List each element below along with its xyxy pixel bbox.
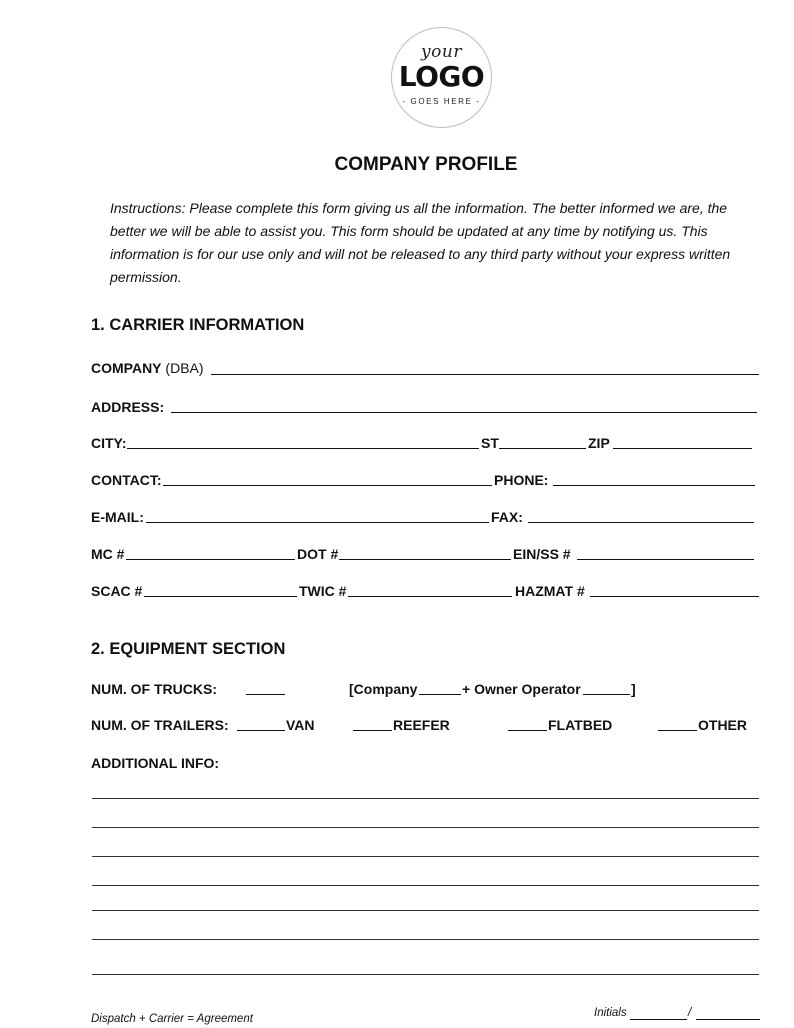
fax-field[interactable] <box>528 522 754 523</box>
initials-field-2[interactable] <box>696 1019 760 1020</box>
dot-field[interactable] <box>339 559 511 560</box>
address-label: ADDRESS: <box>91 399 165 415</box>
company-trucks-field[interactable] <box>419 694 461 695</box>
ein-label: EIN/SS # <box>513 546 571 562</box>
phone-label: PHONE: <box>494 472 549 488</box>
van-label: VAN <box>286 717 315 733</box>
contact-label: CONTACT: <box>91 472 162 488</box>
other-label: OTHER <box>698 717 747 733</box>
state-label: ST <box>481 435 499 451</box>
page-title: COMPANY PROFILE <box>334 154 518 175</box>
state-field[interactable] <box>499 448 586 449</box>
city-label: CITY: <box>91 435 127 451</box>
flatbed-count-field[interactable] <box>508 730 547 731</box>
trucks-label: NUM. OF TRUCKS: <box>91 681 217 697</box>
mc-label: MC # <box>91 546 125 562</box>
trailers-label: NUM. OF TRAILERS: <box>91 717 229 733</box>
phone-field[interactable] <box>553 485 755 486</box>
twic-field[interactable] <box>348 596 512 597</box>
initials-field-1[interactable] <box>630 1019 687 1020</box>
hazmat-label: HAZMAT # <box>515 583 585 599</box>
company-trucks-label: [Company <box>349 681 418 697</box>
owner-operator-field[interactable] <box>583 694 630 695</box>
logo-main-text: LOGO <box>398 60 485 93</box>
reefer-count-field[interactable] <box>353 730 392 731</box>
close-bracket: ] <box>631 681 636 697</box>
twic-label: TWIC # <box>299 583 347 599</box>
agreement-footer-text: Dispatch + Carrier = Agreement <box>91 1013 253 1025</box>
additional-info-line-3[interactable] <box>92 856 759 857</box>
logo-sub-text: - GOES HERE - <box>402 97 481 106</box>
trucks-field[interactable] <box>246 694 285 695</box>
carrier-section-heading: 1. CARRIER INFORMATION <box>91 316 305 334</box>
logo-your-text: your <box>421 42 462 62</box>
hazmat-field[interactable] <box>590 596 759 597</box>
company-dba-text: (DBA) <box>161 360 204 376</box>
additional-info-line-5[interactable] <box>92 910 759 911</box>
flatbed-label: FLATBED <box>548 717 613 733</box>
email-field[interactable] <box>146 522 489 523</box>
owner-operator-label: + Owner Operator <box>462 681 581 697</box>
company-name-field[interactable] <box>211 374 759 375</box>
additional-info-line-6[interactable] <box>92 939 759 940</box>
zip-field[interactable] <box>613 448 752 449</box>
company-label <box>91 360 204 376</box>
mc-field[interactable] <box>126 559 295 560</box>
initials-label: Initials <box>594 1007 627 1019</box>
company-logo-placeholder <box>391 27 492 128</box>
fax-label: FAX: <box>491 509 523 525</box>
additional-info-line-1[interactable] <box>92 798 759 799</box>
equipment-section-heading: 2. EQUIPMENT SECTION <box>91 640 286 658</box>
scac-field[interactable] <box>144 596 297 597</box>
zip-label: ZIP <box>588 435 610 451</box>
address-field[interactable] <box>171 412 757 413</box>
company-label-text: COMPANY <box>91 360 162 376</box>
contact-field[interactable] <box>163 485 492 486</box>
initials-slash: / <box>688 1007 692 1019</box>
dot-label: DOT # <box>297 546 339 562</box>
email-label: E-MAIL: <box>91 509 144 525</box>
van-count-field[interactable] <box>237 730 285 731</box>
other-count-field[interactable] <box>658 730 697 731</box>
additional-info-line-7[interactable] <box>92 974 759 975</box>
reefer-label: REEFER <box>393 717 450 733</box>
additional-info-label: ADDITIONAL INFO: <box>91 755 220 771</box>
ein-field[interactable] <box>577 559 754 560</box>
instructions-paragraph: Instructions: Please complete this form giving us all the information. The better informed we are, the better we will be able to assist you. This form should be updated at any time by notifying us. This information is for our use only and will not be released to any third party without your express written permission. <box>110 200 731 285</box>
additional-info-line-2[interactable] <box>92 827 759 828</box>
additional-info-line-4[interactable] <box>92 885 759 886</box>
city-field[interactable] <box>127 448 479 449</box>
scac-label: SCAC # <box>91 583 143 599</box>
